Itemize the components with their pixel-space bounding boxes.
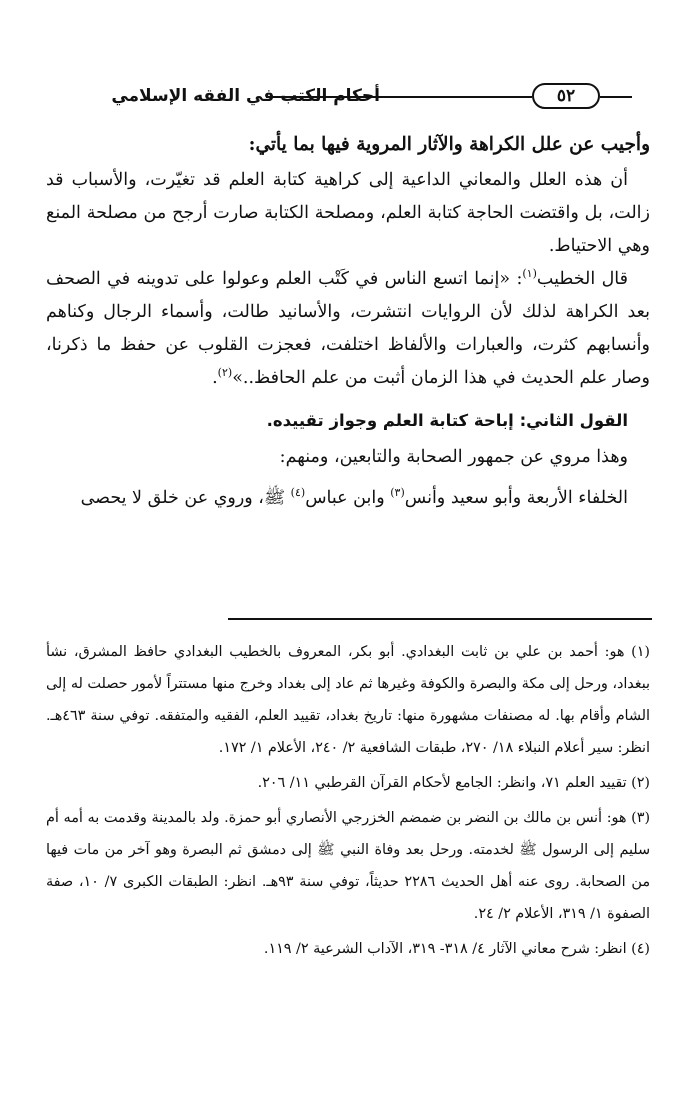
footnote-text: انظر: شرح معاني الآثار ٤/ ٣١٨- ٣١٩، الآداب الشرعية ٢/ ١١٩. bbox=[263, 941, 627, 957]
text-run: قال الخطيب bbox=[536, 269, 628, 289]
page-header bbox=[30, 80, 630, 114]
footnote-text: تقييد العلم ٧١، وانظر: الجامع لأحكام القرآن القرطبي ١١/ ٢٠٦. bbox=[257, 775, 627, 791]
page-number: ٥٢ bbox=[532, 83, 600, 109]
footnote-ref: (٢) bbox=[217, 366, 233, 380]
paragraph: أن هذه العلل والمعاني الداعية إلى كراهية كتابة العلم قد تغيّرت، والأسباب قد زالت، بل واقتضت الحاجة كتابة العلم، ومصلحة الكتابة صارت أرجح من مصلحة المنع وهي الاحتياط. bbox=[46, 170, 650, 256]
footnote-separator bbox=[228, 618, 652, 620]
footnote-number: (١) bbox=[631, 644, 650, 660]
footnote-number: (٢) bbox=[631, 775, 650, 791]
main-text bbox=[46, 128, 650, 515]
paragraph bbox=[46, 482, 650, 515]
text-run: الخلفاء الأربعة وأبو سعيد وأنس bbox=[404, 488, 628, 508]
paragraph bbox=[46, 263, 650, 395]
section-heading: القول الثاني: إباحة كتابة العلم وجواز تقييده. bbox=[266, 411, 628, 430]
text-run: ﷺ، وروي عن خلق لا يحصى bbox=[80, 488, 291, 508]
text-run: . bbox=[212, 368, 218, 388]
footnote-number: (٤) bbox=[631, 941, 650, 957]
footnotes bbox=[46, 636, 650, 968]
footnote-ref: (٣) bbox=[390, 486, 405, 500]
running-title: أحكام الكتب في الفقه الإسلامي bbox=[111, 86, 380, 106]
footnote-ref: (١) bbox=[522, 267, 537, 281]
footnote-text: هو: أحمد بن علي بن ثابت البغدادي. أبو بكر، المعروف بالخطيب البغدادي حافظ المشرق، نشأ ببغداد، ورحل إلى مكة والبصرة والكوفة وغيرها ثم عاد إلى بغداد وخرج منها مستتراً لأمور حصلت له إلى الشام وأقام بها. له مصنفات مشهورة منها: تاريخ بغداد، تقييد العلم، الفقيه والمتفقه. توفي سنة ٤٦٣هـ. انظر: سير أعلام النبلاء ١٨/ ٢٧٠، طبقات الشافعية ٢/ ٢٤٠، الأعلام ١/ ١٧٢. bbox=[46, 644, 650, 756]
header-rule bbox=[600, 96, 632, 98]
footnote bbox=[46, 933, 650, 965]
footnote-number: (٣) bbox=[631, 810, 651, 826]
footnote-text: هو: أنس بن مالك بن النضر بن ضمضم الخزرجي الأنصاري أبو حمزة. ولد بالمدينة وقدمت به أمه أم سليم إلى الرسول ﷺ لخدمته. ورحل بعد وفاة النبي ﷺ إلى دمشق ثم البصرة وهو آخر من مات فيها من الصحابة. روى عنه أهل الحديث ٢٢٨٦ حديثاً، توفي سنة ٩٣هـ. انظر: الطبقات الكبرى ٧/ ١٠، صفة الصفوة ١/ ٣١٩، الأعلام ٢/ ٢٤. bbox=[46, 810, 650, 922]
section-heading: وأجيب عن علل الكراهة والآثار المروية فيها بما يأتي: bbox=[248, 134, 650, 155]
footnote bbox=[46, 636, 650, 764]
paragraph: وهذا مروي عن جمهور الصحابة والتابعين، ومنهم: bbox=[279, 447, 628, 467]
footnote-ref: (٤) bbox=[290, 486, 306, 500]
footnote bbox=[46, 802, 650, 930]
text-run: : «إنما اتسع الناس في كَتْب العلم وعولوا على تدوينه في الصحف بعد الكراهة لذلك لأن الروايات انتشرت، والأسانيد طالت، وأسماء الرجال وكناهم وأنسابهم كثرت، والعبارات والألفاظ اختلفت، فعجزت القلوب عن حفظ ما ذكرنا، وصار علم الحديث في هذا الزمان أثبت من علم الحافظ..» bbox=[46, 269, 650, 388]
text-run: وابن عباس bbox=[305, 488, 391, 508]
footnote bbox=[46, 767, 650, 799]
